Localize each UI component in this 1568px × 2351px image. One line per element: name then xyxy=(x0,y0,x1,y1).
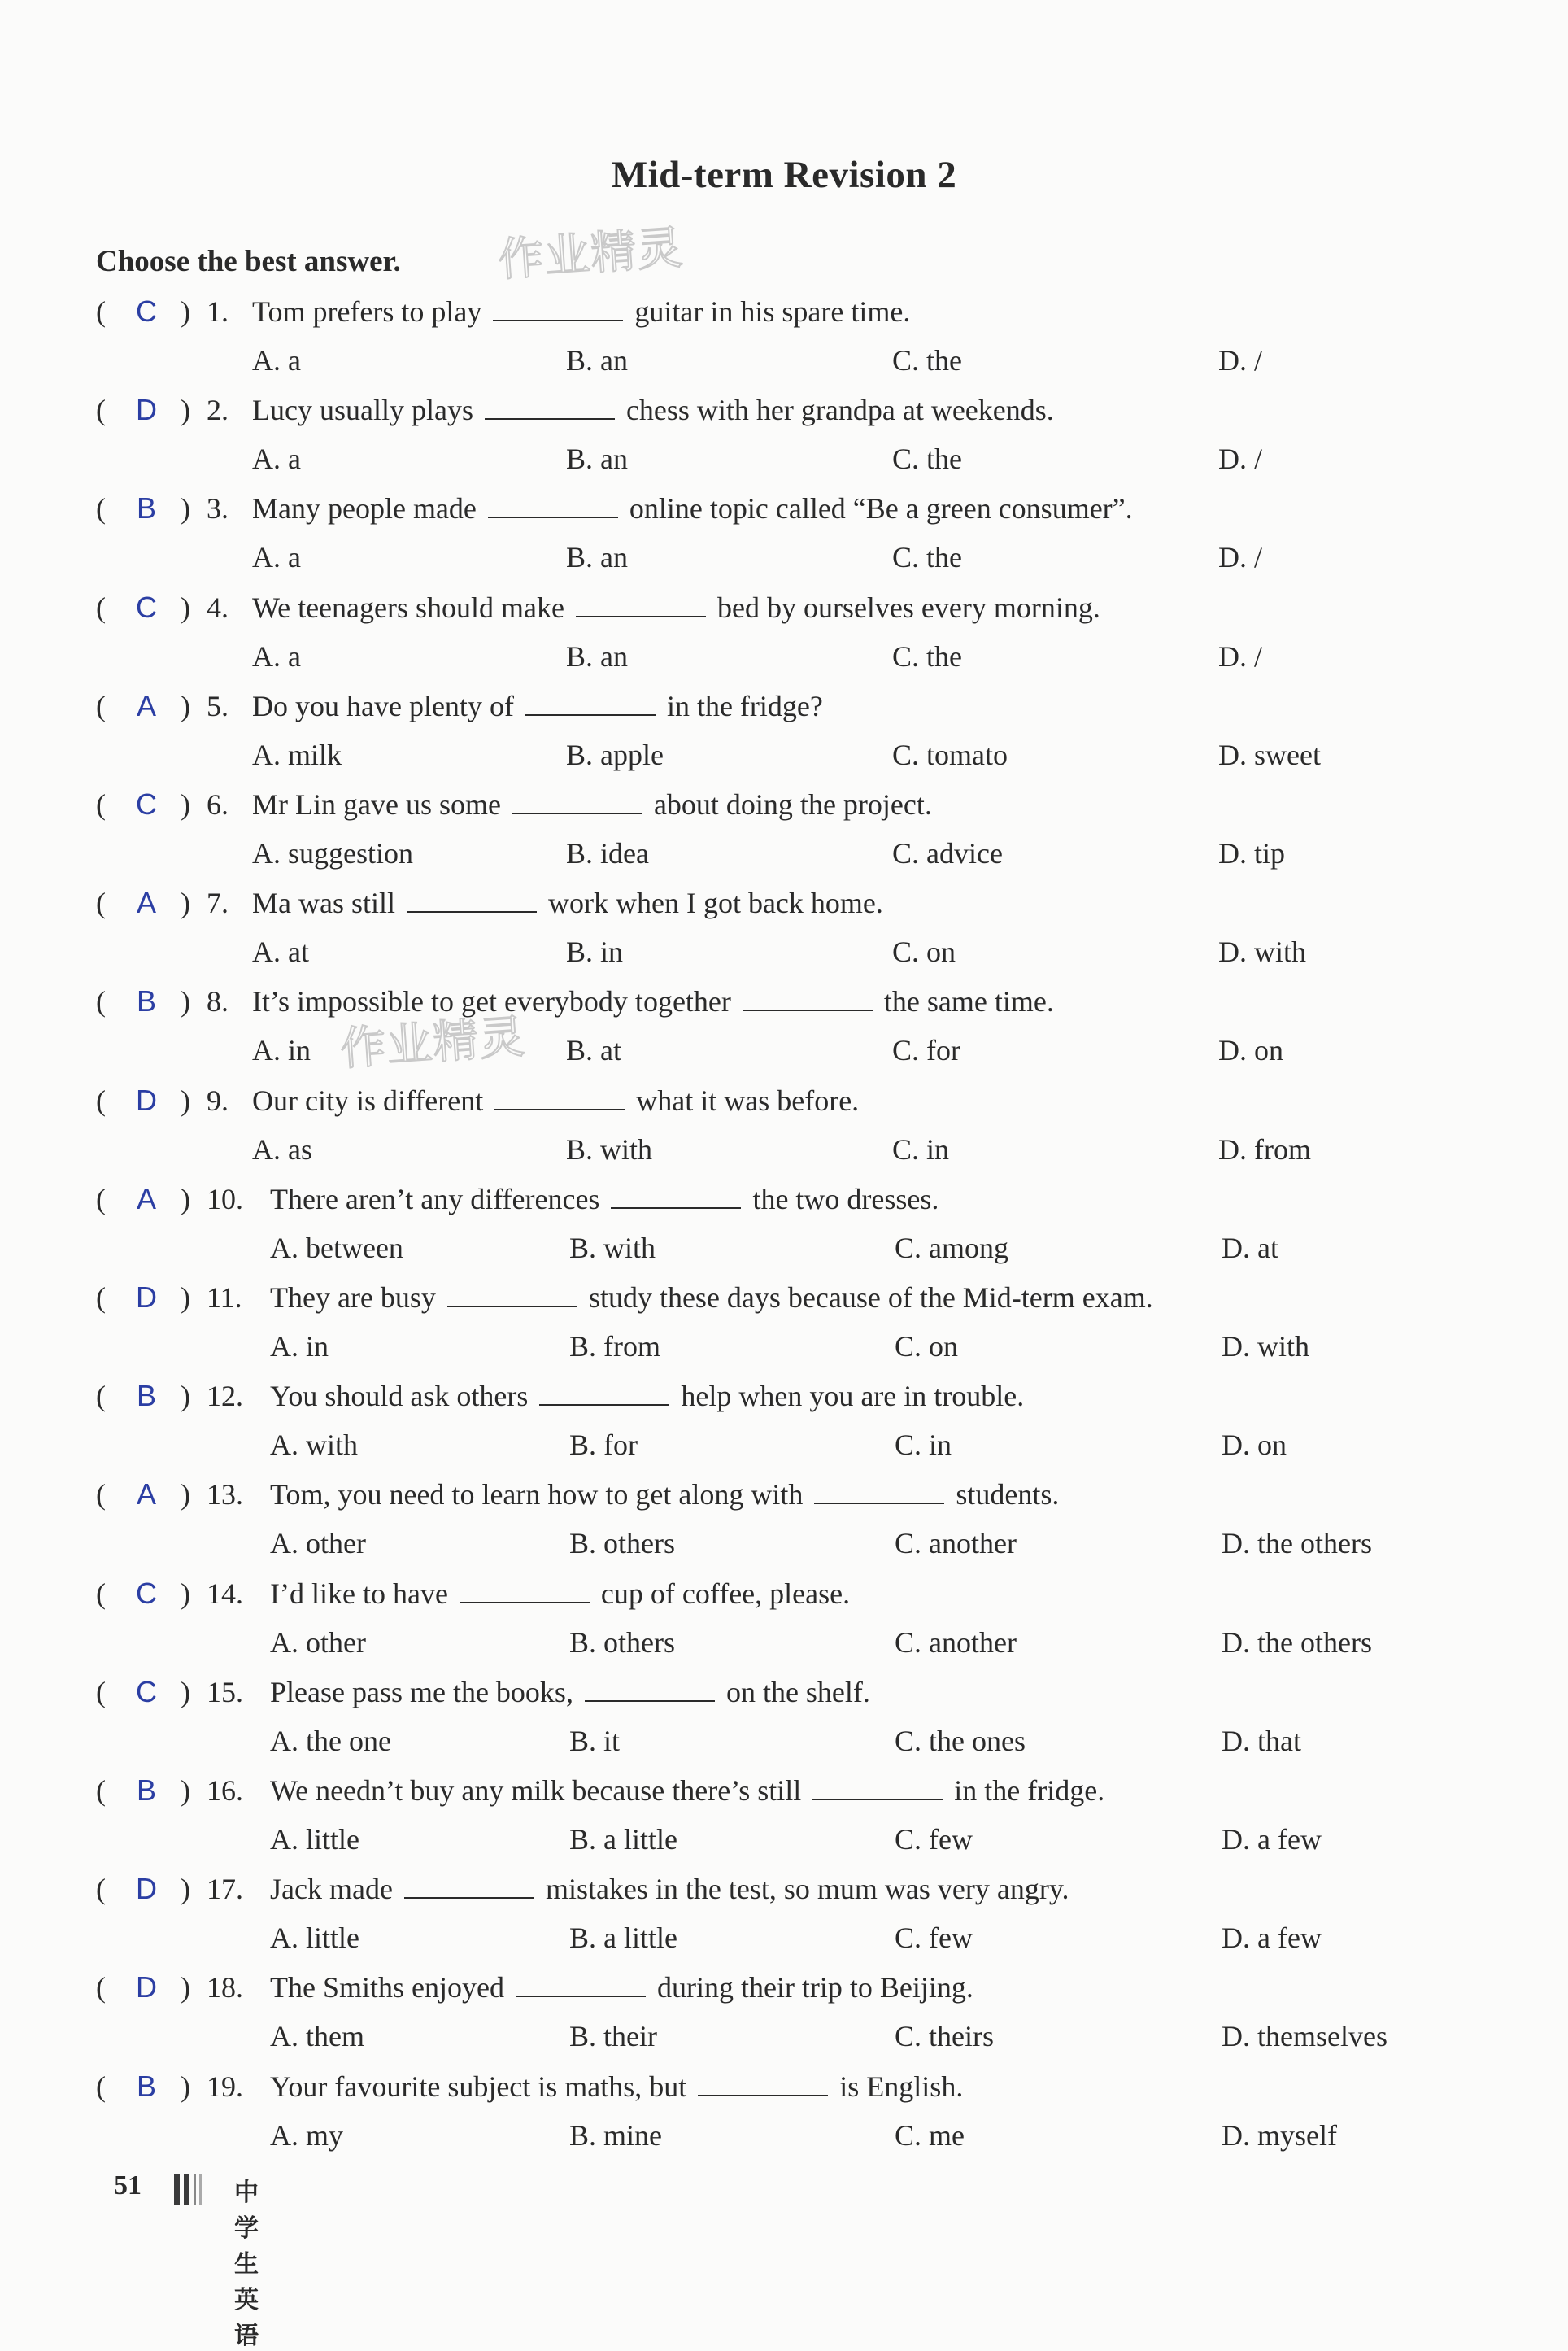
question-stem xyxy=(252,787,932,822)
answer-letter: D xyxy=(136,1084,157,1117)
answer-paren-left: ( xyxy=(96,1577,106,1610)
stem-before-blank: The Smiths enjoyed xyxy=(270,1971,504,2004)
question-stem xyxy=(270,1970,973,2004)
answer-blank xyxy=(493,295,623,321)
question-line xyxy=(96,886,1511,927)
question-line xyxy=(96,1675,1511,1716)
option-d: D. from xyxy=(1218,1133,1311,1166)
answer-blank xyxy=(447,1281,577,1307)
stem-before-blank: Ma was still xyxy=(252,887,395,919)
answer-letter: D xyxy=(136,1970,157,2004)
answer-blank xyxy=(516,1971,646,1997)
question-line xyxy=(96,1773,1511,1814)
question-stem xyxy=(252,1084,859,1118)
option-c: C. another xyxy=(895,1527,1017,1559)
answer-paren-left: ( xyxy=(96,591,106,624)
answer-letter: D xyxy=(136,393,157,426)
question-number: 10. xyxy=(207,1183,243,1215)
answer-blank xyxy=(512,788,642,814)
section-instruction: Choose the best answer. xyxy=(96,245,401,278)
options-row xyxy=(0,1822,1568,1863)
journal-name: 中学生英语 xyxy=(234,2179,259,2350)
answer-letter: B xyxy=(136,491,156,525)
option-b: B. an xyxy=(566,640,628,673)
question-stem xyxy=(270,1773,1104,1808)
answer-blank xyxy=(743,985,873,1011)
answer-blank xyxy=(488,492,618,518)
question-line xyxy=(96,393,1511,434)
question-stem xyxy=(270,1379,1024,1413)
answer-paren-right: ) xyxy=(181,295,190,328)
option-a: A. between xyxy=(270,1232,403,1264)
option-c: C. the xyxy=(892,640,962,673)
question-line xyxy=(96,591,1511,631)
option-a: A. a xyxy=(252,344,301,377)
question-number: 14. xyxy=(207,1577,243,1610)
options-row xyxy=(0,1625,1568,1666)
option-a: A. them xyxy=(270,2020,364,2052)
option-b: B. in xyxy=(566,936,624,968)
answer-blank xyxy=(539,1380,669,1406)
stem-after-blank: work when I got back home. xyxy=(548,887,883,919)
question-line xyxy=(96,1477,1511,1518)
stem-before-blank: Tom prefers to play xyxy=(252,295,482,328)
option-a: A. little xyxy=(270,1921,359,1954)
option-b: B. a little xyxy=(569,1921,677,1954)
stem-before-blank: I’d like to have xyxy=(270,1577,448,1610)
question-line xyxy=(96,689,1511,730)
answer-paren-left: ( xyxy=(96,887,106,919)
stem-before-blank: Your favourite subject is maths, but xyxy=(270,2070,687,2103)
answer-blank xyxy=(585,1676,715,1702)
answer-letter: B xyxy=(136,984,156,1018)
answer-letter: D xyxy=(136,1872,157,1905)
question-stem xyxy=(270,1477,1059,1511)
question-stem xyxy=(270,1577,850,1611)
answer-paren-left: ( xyxy=(96,985,106,1018)
question-line xyxy=(96,2070,1511,2110)
question-stem xyxy=(270,1280,1153,1315)
question-number: 6. xyxy=(207,788,229,821)
answer-paren-left: ( xyxy=(96,1281,106,1314)
options-row xyxy=(0,738,1568,779)
answer-letter: B xyxy=(136,1379,156,1412)
question-stem xyxy=(252,689,823,723)
answer-paren-left: ( xyxy=(96,788,106,821)
option-c: C. the xyxy=(892,344,962,377)
option-c: C. the xyxy=(892,443,962,475)
answer-letter: C xyxy=(136,294,157,328)
watermark: 作业精灵 xyxy=(496,221,686,287)
options-row xyxy=(0,1724,1568,1764)
stem-after-blank: online topic called “Be a green consumer”. xyxy=(629,492,1133,525)
answer-paren-right: ) xyxy=(181,788,190,821)
answer-paren-right: ) xyxy=(181,1676,190,1708)
option-d: D. at xyxy=(1222,1232,1278,1264)
option-d: D. on xyxy=(1218,1034,1283,1066)
question-number: 4. xyxy=(207,591,229,624)
answer-paren-right: ) xyxy=(181,1084,190,1117)
stem-before-blank: It’s impossible to get everybody together xyxy=(252,985,731,1018)
stem-before-blank: Please pass me the books, xyxy=(270,1676,573,1708)
stem-before-blank: They are busy xyxy=(270,1281,436,1314)
option-a: A. other xyxy=(270,1527,366,1559)
option-d: D. themselves xyxy=(1222,2020,1387,2052)
option-a: A. little xyxy=(270,1823,359,1856)
question-stem xyxy=(270,2070,963,2104)
option-a: A. as xyxy=(252,1133,312,1166)
answer-paren-left: ( xyxy=(96,1774,106,1807)
option-d: D. with xyxy=(1222,1330,1309,1363)
question-number: 8. xyxy=(207,985,229,1018)
option-b: B. apple xyxy=(566,739,664,771)
question-stem xyxy=(252,886,883,920)
question-line xyxy=(96,1577,1511,1617)
stem-after-blank: during their trip to Beijing. xyxy=(656,1971,973,2004)
answer-paren-left: ( xyxy=(96,1084,106,1117)
separator-bars xyxy=(174,2174,220,2205)
answer-blank xyxy=(407,887,537,913)
question-number: 13. xyxy=(207,1478,243,1511)
option-a: A. the one xyxy=(270,1725,391,1757)
question-stem xyxy=(252,491,1133,526)
answer-paren-left: ( xyxy=(96,1183,106,1215)
option-a: A. in xyxy=(252,1034,311,1066)
option-a: A. my xyxy=(270,2119,343,2152)
answer-letter: C xyxy=(136,1675,157,1708)
option-b: B. from xyxy=(569,1330,660,1363)
option-b: B. a little xyxy=(569,1823,677,1856)
answer-paren-right: ) xyxy=(181,492,190,525)
question-line xyxy=(96,1182,1511,1223)
question-number: 16. xyxy=(207,1774,243,1807)
answer-paren-right: ) xyxy=(181,1577,190,1610)
option-b: B. an xyxy=(566,443,628,475)
answer-blank xyxy=(525,690,656,716)
answer-paren-right: ) xyxy=(181,887,190,919)
option-a: A. in xyxy=(270,1330,329,1363)
option-c: C. among xyxy=(895,1232,1008,1264)
option-d: D. that xyxy=(1222,1725,1301,1757)
stem-after-blank: the same time. xyxy=(883,985,1054,1018)
stem-before-blank: You should ask others xyxy=(270,1380,529,1412)
answer-paren-left: ( xyxy=(96,295,106,328)
option-c: C. in xyxy=(892,1133,950,1166)
option-d: D. a few xyxy=(1222,1921,1322,1954)
question-number: 7. xyxy=(207,887,229,919)
options-row xyxy=(0,935,1568,975)
option-b: B. for xyxy=(569,1428,638,1461)
answer-blank xyxy=(698,2070,828,2096)
stem-after-blank: what it was before. xyxy=(636,1084,860,1117)
answer-blank xyxy=(611,1183,741,1209)
stem-after-blank: cup of coffee, please. xyxy=(600,1577,851,1610)
question-stem xyxy=(270,1675,870,1709)
question-number: 1. xyxy=(207,295,229,328)
answer-blank xyxy=(576,591,706,617)
question-number: 3. xyxy=(207,492,229,525)
answer-paren-right: ) xyxy=(181,1281,190,1314)
answer-paren-left: ( xyxy=(96,1380,106,1412)
stem-after-blank: about doing the project. xyxy=(653,788,932,821)
option-b: B. others xyxy=(569,1527,675,1559)
answer-paren-left: ( xyxy=(96,2070,106,2103)
stem-after-blank: guitar in his spare time. xyxy=(634,295,911,328)
stem-after-blank: mistakes in the test, so mum was very angry. xyxy=(545,1873,1069,1905)
options-row xyxy=(0,639,1568,680)
answer-letter: C xyxy=(136,1577,157,1610)
option-a: A. a xyxy=(252,541,301,574)
option-c: C. theirs xyxy=(895,2020,994,2052)
options-row xyxy=(0,1033,1568,1074)
watermark: 作业精灵 xyxy=(338,1010,528,1076)
option-d: D. / xyxy=(1218,443,1262,475)
option-a: A. with xyxy=(270,1428,358,1461)
stem-after-blank: in the fridge? xyxy=(666,690,823,722)
stem-before-blank: There aren’t any differences xyxy=(270,1183,600,1215)
answer-paren-right: ) xyxy=(181,2070,190,2103)
question-number: 9. xyxy=(207,1084,229,1117)
answer-letter: D xyxy=(136,1280,157,1314)
options-row xyxy=(0,1428,1568,1468)
answer-paren-right: ) xyxy=(181,690,190,722)
answer-paren-left: ( xyxy=(96,1478,106,1511)
answer-letter: C xyxy=(136,591,157,624)
answer-paren-right: ) xyxy=(181,1873,190,1905)
question-number: 18. xyxy=(207,1971,243,2004)
answer-letter: B xyxy=(136,1773,156,1807)
answer-paren-right: ) xyxy=(181,591,190,624)
answer-blank xyxy=(485,394,615,420)
question-line xyxy=(96,1872,1511,1913)
options-row xyxy=(0,442,1568,482)
answer-paren-left: ( xyxy=(96,1873,106,1905)
question-line xyxy=(96,1084,1511,1124)
stem-after-blank: students. xyxy=(956,1478,1060,1511)
question-line xyxy=(96,787,1511,828)
answer-letter: A xyxy=(136,689,156,722)
stem-before-blank: Many people made xyxy=(252,492,477,525)
question-number: 19. xyxy=(207,2070,243,2103)
option-c: C. another xyxy=(895,1626,1017,1659)
question-stem xyxy=(270,1872,1069,1906)
options-row xyxy=(0,836,1568,877)
question-number: 2. xyxy=(207,394,229,426)
question-stem xyxy=(270,1182,939,1216)
answer-paren-right: ) xyxy=(181,394,190,426)
question-stem xyxy=(252,294,910,329)
option-d: D. a few xyxy=(1222,1823,1322,1856)
stem-after-blank: the two dresses. xyxy=(752,1183,939,1215)
options-row xyxy=(0,1921,1568,1961)
answer-letter: C xyxy=(136,787,157,821)
options-row xyxy=(0,1132,1568,1173)
stem-before-blank: Lucy usually plays xyxy=(252,394,473,426)
option-d: D. / xyxy=(1218,344,1262,377)
stem-before-blank: We needn’t buy any milk because there’s still xyxy=(270,1774,802,1807)
option-a: A. milk xyxy=(252,739,342,771)
option-b: B. idea xyxy=(566,837,649,870)
options-row xyxy=(0,343,1568,384)
options-row xyxy=(0,540,1568,581)
stem-after-blank: is English. xyxy=(839,2070,964,2103)
question-number: 15. xyxy=(207,1676,243,1708)
answer-blank xyxy=(812,1774,943,1800)
question-number: 17. xyxy=(207,1873,243,1905)
answer-letter: A xyxy=(136,1182,156,1215)
answer-paren-right: ) xyxy=(181,1774,190,1807)
question-line xyxy=(96,491,1511,532)
option-c: C. for xyxy=(892,1034,960,1066)
answer-paren-right: ) xyxy=(181,985,190,1018)
question-line xyxy=(96,1379,1511,1420)
option-b: B. it xyxy=(569,1725,621,1757)
question-number: 5. xyxy=(207,690,229,722)
option-b: B. others xyxy=(569,1626,675,1659)
answer-paren-left: ( xyxy=(96,394,106,426)
page-number: 51 xyxy=(114,2170,142,2201)
option-c: C. few xyxy=(895,1823,973,1856)
option-b: B. an xyxy=(566,344,628,377)
option-a: A. a xyxy=(252,443,301,475)
answer-blank xyxy=(494,1084,625,1110)
question-line xyxy=(96,984,1511,1025)
stem-after-blank: on the shelf. xyxy=(725,1676,870,1708)
question-number: 12. xyxy=(207,1380,243,1412)
answer-paren-right: ) xyxy=(181,1380,190,1412)
option-c: C. me xyxy=(895,2119,965,2152)
option-b: B. mine xyxy=(569,2119,662,2152)
option-a: A. a xyxy=(252,640,301,673)
options-row xyxy=(0,2118,1568,2159)
question-stem xyxy=(252,591,1100,625)
stem-before-blank: Our city is different xyxy=(252,1084,484,1117)
stem-before-blank: Do you have plenty of xyxy=(252,690,514,722)
option-b: B. at xyxy=(566,1034,621,1066)
option-c: C. advice xyxy=(892,837,1003,870)
option-b: B. their xyxy=(569,2020,657,2052)
answer-blank xyxy=(814,1478,944,1504)
stem-before-blank: Jack made xyxy=(270,1873,393,1905)
answer-paren-right: ) xyxy=(181,1183,190,1215)
options-row xyxy=(0,1526,1568,1567)
answer-letter: A xyxy=(136,1477,156,1511)
option-b: B. with xyxy=(566,1133,653,1166)
option-d: D. sweet xyxy=(1218,739,1321,771)
answer-letter: B xyxy=(136,2070,156,2103)
question-number: 11. xyxy=(207,1281,242,1314)
options-row xyxy=(0,1231,1568,1271)
option-a: A. suggestion xyxy=(252,837,413,870)
option-c: C. the xyxy=(892,541,962,574)
answer-blank xyxy=(460,1577,590,1603)
question-line xyxy=(96,1280,1511,1321)
option-d: D. tip xyxy=(1218,837,1286,870)
answer-letter: A xyxy=(136,886,156,919)
option-b: B. an xyxy=(566,541,628,574)
answer-paren-right: ) xyxy=(181,1971,190,2004)
option-a: A. at xyxy=(252,936,309,968)
question-line xyxy=(96,1970,1511,2011)
answer-paren-right: ) xyxy=(181,1478,190,1511)
stem-after-blank: in the fridge. xyxy=(954,1774,1105,1807)
option-a: A. other xyxy=(270,1626,366,1659)
option-c: C. few xyxy=(895,1921,973,1954)
question-stem xyxy=(252,393,1054,427)
option-d: D. on xyxy=(1222,1428,1287,1461)
stem-after-blank: help when you are in trouble. xyxy=(681,1380,1025,1412)
option-c: C. tomato xyxy=(892,739,1008,771)
answer-paren-left: ( xyxy=(96,1971,106,2004)
stem-before-blank: We teenagers should make xyxy=(252,591,564,624)
option-c: C. on xyxy=(895,1330,959,1363)
answer-paren-left: ( xyxy=(96,690,106,722)
stem-before-blank: Tom, you need to learn how to get along with xyxy=(270,1478,804,1511)
option-d: D. with xyxy=(1218,936,1306,968)
option-d: D. myself xyxy=(1222,2119,1337,2152)
answer-blank xyxy=(404,1873,534,1899)
option-c: C. in xyxy=(895,1428,952,1461)
option-b: B. with xyxy=(569,1232,656,1264)
stem-after-blank: study these days because of the Mid-term exam. xyxy=(588,1281,1153,1314)
answer-paren-left: ( xyxy=(96,1676,106,1708)
option-d: D. the others xyxy=(1222,1527,1372,1559)
option-d: D. / xyxy=(1218,640,1262,673)
stem-after-blank: bed by ourselves every morning. xyxy=(716,591,1100,624)
options-row xyxy=(0,1329,1568,1370)
option-c: C. the ones xyxy=(895,1725,1026,1757)
stem-before-blank: Mr Lin gave us some xyxy=(252,788,501,821)
stem-after-blank: chess with her grandpa at weekends. xyxy=(625,394,1054,426)
option-d: D. / xyxy=(1218,541,1262,574)
option-c: C. on xyxy=(892,936,956,968)
question-stem xyxy=(252,984,1054,1018)
options-row xyxy=(0,2019,1568,2060)
question-line xyxy=(96,294,1511,335)
page-title: Mid-term Revision 2 xyxy=(611,154,957,196)
answer-paren-left: ( xyxy=(96,492,106,525)
option-d: D. the others xyxy=(1222,1626,1372,1659)
